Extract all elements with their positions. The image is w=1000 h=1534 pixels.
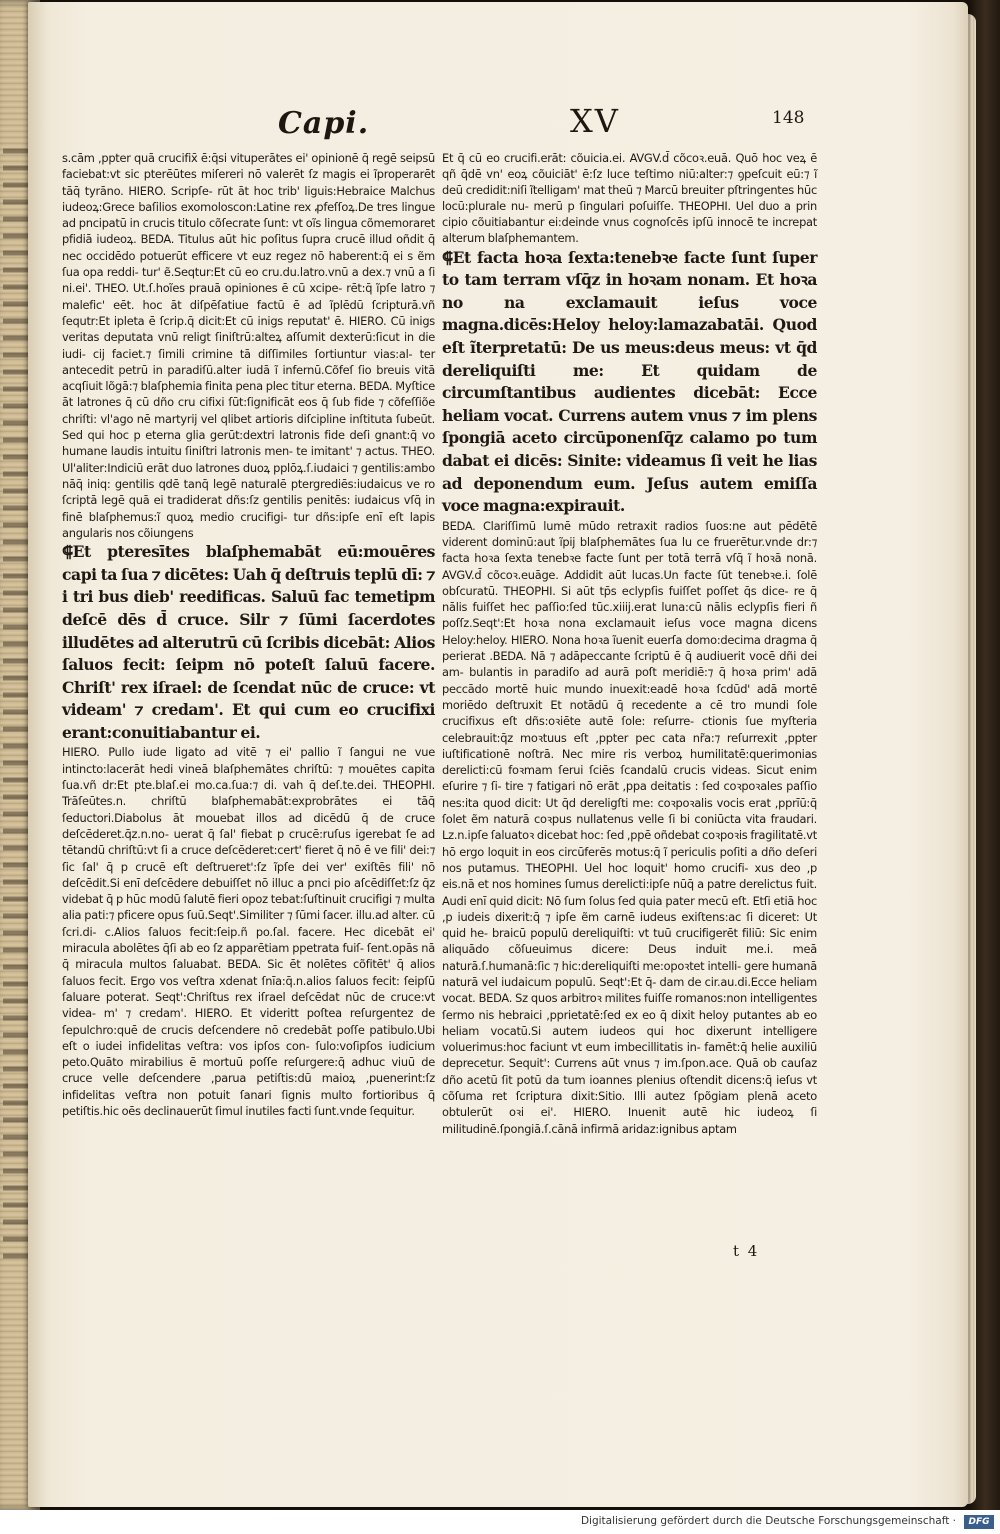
funding-credit: Digitalisierung gefördert durch die Deutsche Forschungsgemeinschaft ·: [580, 1515, 956, 1527]
text-column-left: [62, 150, 435, 1119]
commentary-paragraph: s.cām ,ppter quā crucifix̄ ē:q̄si vituperātes ei' opinionē q̄ regē seipsū faciebat:vt sic pterēūtes miſereri nō valerēt ſz magis ei ĩproperarēt tāq̄ tyrāno. HIERO. Scripſe- rūt āt hoc trib' liguis:Hebraice Malchus iudeoꝝ:Grece baſilios exomoloscon:Latine rex ꝓfeſſoꝝ.De tres lingue ad pncipatū in crucis titulo cõſecrate ſunt: vt oĩs lingua cõmemoraret pfidiā iudeoꝝ. BEDA. Titulus aūt hic poſitus ſupra crucē illud oñdit q̄ nec occidēdo potuerūt efficere vt euz regez nō haberent:q̄ ei s ẽm ſua opa reddi- tur' ẽ.Seqtur:Et cū eo cru.du.latro.vnū a dex.⁊ vnū a ſi ni.ei'. THEO. Ut.ſ.hoĩes prauā opiniones ē cū xcipe- rēt:q̄ ĩpſe latro ⁊ malefic' eēt. hoc āt diſpēſatiue factū ē ad ĩplēdū ſcripturā.vñ ſequtr:Et ipleta ē ſcrip.q̄ dicit:Et cū inigs reputat' ē. HIERO. Cū inigs veritas deputata vnū religt ſiniſtrū:alteꝝ aſſumit dexterū:ſicut in die iudi- cij faciet.⁊ ſimili crimine tā diſſimiles ſortiuntur vias:al- ter antecedit petrū in paradiſū.alter iudā ĩ infernū.Cõfeſ ſio breuis vitā acqſiuit lõgā:⁊ blaſphemia finita pena plec titur eterna. BEDA. Myſtice āt latrones q̄ cū dño cru cifixi ſūt:ſignificāt eos q̄ ſub fide ⁊ cõfeſſiõe chriſti: vl'ago nē martyrij vel qlibet artioris diſcipline inſtituta ſubeūt. Sed qui hoc p eterna glia gerūt:dextri latronis fide deſi gnant:q̄ vo humane laudis intuitu ſiniſtri latronis men- te imitant' ⁊ actus. THEO. Ul'aliter:Indiciū erāt duo latrones duoꝝ pplōꝝ.ſ.iudaici ⁊ gentilis:ambo nāq̄ iniq: gentilis qdē tanq̄ legē naturalē ptergrediēs:iudaicus ve ro ſcriptā legē quā ei tradiderat dñs:ſz gentilis penitēs: iudaicus vſq̄ in finē blaſphemus:ĩ quoꝝ medio crucifigi- tur dñs:ipſe enī eſt lapis angularis nos cõiungens: [62, 151, 435, 540]
signature-mark: t 4: [733, 1242, 760, 1260]
commentary-paragraph: BEDA. Clariſſimū lumē mūdo retraxit radios ſuos:ne aut pēdētē viderent dominū:aut ĩpij blaſphemātes ſua lu ce fruerētur.vnde dr:⁊ facta hoꝛa ſexta tenebꝛe facte ſunt per totā terrā vſq̄ ĩ hoꝛā nonā. AVGV.d̄ cõcoꝛ.euāge. Addidit aūt lucas.Un facte ſūt tenebꝛe.i. ſolē obſcuratū. THEOPHI. Si aūt tp̄s eclypſis fuiſſet poſſet q̄s dice- re q̄ nālis fuiſſet hec paſſio:ſed tūc.xiiij.erat luna:cū nālis eclypſis fieri ñ poſſz.Seqt':Et hoꝛa nona exclamauit ieſus voce magna dicens Heloy:heloy. HIERO. Nona hoꝛa ĩuenit euerſa domo:decima dragma q̄ perierat .BEDA. Nā ⁊ adāpeccante ſcriptū ē q̄ audiuerit vocē dñi dei am- bulantis in paradiſo ad aurā poſt meridiē:⁊ q̄ hoꝛa prim' adā peccādo mortē huic mundo inuexit:eadē hoꝛa ſcdūd' adā mortē moriēdo deſtruxit Et notādū q̄ recedente a cē tro mundi ſole crucifixus eſt dñs:oꝛiēte autē ſole: reſurre- ctionis ſue myſteria celebrauit:q̄z moꝛtuus eſt ,ppter pec cata nr̃a:⁊ reſurrexit ,ppter iuſtificationē noſtrā. Nec mire ris verboꝝ humilitatē:querimonias derelicti:cū foꝛmam ſerui ſciēs ſcandalū crucis videas. Sicut enim eſurire ⁊ ſi- tire ⁊ fatigari nō erāt ,ppa deitatis : ſed coꝛpoꝛales paſſio nes:ita quod dicit: Ut q̄d dereligſti me: coꝛpoꝛalis vocis erat ,pprīū:q̄ ſolet ẽm naturā coꝛpus nullatenus velle ſi bi coniūcta vita fraudari. Lz.n.ipſe ſaluatoꝛ dicebat hoc: ſed ,ppē oñdebat coꝛpoꝛis fragilitatē.vt hō ergo loquit in eos circūferēs motus:q̄ ĩ periculis poſiti a dño deſeri nos putamus. THEOPHI. Uel hoc loquit' homo crucifi- xus deo ,p eis.nā et nos homines ſumus derelicti:ipſe nūq̄ a patre derelictus fuit. Audi enī quid dicit: Nō ſum ſolus ſed quia pater mecū eſt. Etſi etiā hoc ,p iudeis dixerit:q̄ ⁊ ipſe ẽm carnē iudeus exiſtens:ac ſi diceret: Ut quid he- braicū populū dereliquiſti: vt tuū crucifigerēt filiū: Sic enim aliquādo cõſueuimus dicere: Deus induit me.i. meā naturā.ſ.humanā:ſic ⁊ hic:dereliquiſti me:opoꝛtet intelli- gere humanā naturā vel iudaicum populū. Seqt':Et q̄- dam de cir.au.di.Ecce heliam vocat. BEDA. Sz quos arbitroꝛ milites fuiſſe romanos:non intelligentes ſermo nis hebraici ,pprietatē:ſed ex eo q̄ dixit heloy putantes ab eo heliam vocatū.Si autem iudeos qui hoc dixerunt intelligere voluerimus:hoc faciunt vt eum imbecillitatis in- famēt:q̄ helie auxiliū deprecetur. Sequit': Currens aūt vnus ⁊ im.ſpon.ace. Quā ob cauſaz dño acetū ſit potū da tum ioannes plenius oſtendit dicens:q̄ ieſus vt cõſuma ret ſcriptura dixit:Sitio. Illi autez ſpõgiam plenā aceto obtulerūt oꝛi ei'. HIERO. Inuenit autē hic iudeoꝝ ſi militudinē.ſpongiā.ſ.cānā infirmā aridaz:ignibus aptam: [442, 518, 817, 1136]
folio-number: 148: [772, 108, 805, 128]
gospel-verse: ⸿Et pteresītes blaſphemabāt eū:mouēres capi ta ſua ⁊ dicētes: Uah q̄ deſtruis teplū dī: ⁊ i tri bus dieb' reedificas. Saluū fac temetipm deſcē dēs d̄ cruce. Silr ⁊ ſūmi ſacerdotes illudētes ad alterutrū cū ſcribis dicebāt: Alios ſaluos fecit: ſeipm nō poteſt ſaluū facere. Chriſt' rex iſrael: de ſcendat nūc de cruce: vt videam' ⁊ credam'. Et qui cum eo crucifixi erant:conuitiabantur ei.: [62, 542, 435, 742]
running-head-left: Capi.: [278, 106, 370, 141]
footer-bar: [0, 1510, 1000, 1534]
gospel-verse: ⸿Et facta hoꝛa ſexta:tenebꝛe facte ſunt ſuper to tam terram vſq̄z in hoꝛam nonam. Et hoꝛa no na exclamauit ieſus voce magna.dicēs:Heloy heloy:lamazabatāi. Quod eſt ĩterpretatū: De us meus:deus meus: vt q̄d dereliquiſti me: Et quidam de circumſtantibus audientes dicebāt: Ecce heliam vocat. Currens autem vnus ⁊ im plens ſpongiā aceto circūponenſq̄z calamo po tum dabat ei dicēs: Sinite: videamus ſi veit he lias ad deponendum eum. Jeſus autem emiſſa voce magna:expirauit.: [442, 247, 817, 516]
commentary-paragraph: HIERO. Pullo iude ligato ad vitē ⁊ ei' pallio ĩ ſangui ne vue intincto:lacerāt hedi vineā blaſphemātes chriſtū: ⁊ mouētes capita ſua.vñ dr:Et pte.blaſ.ei mo.ca.ſua:⁊ di. vah q̄ deſ.te.dei. THEOPHI. Trāſeūtes.n. chriſtū blaſphemabāt:exprobrātes ei tāq̄ ſeductori.Diabolus āt mouebat illos ad dicēdū q̄ de cruce deſcēderet.q̄z.n.no- uerat q̄ ſal' fiebat p crucē:ruſus igerebat ſe ad tētandū chriſtū:vt ſi a cruce deſcēderet:cert' fieret q̄ nō ē ve fili' dei:⁊ ſic ſal' q̄ p crucē eſt deſtrueret':ſz ĩpſe dei ver' exiſtēs fili' nō deſcēdit.Si enī deſcēdere debuiſſet nō illuc a pnci pio aſcēdiſſet:ſz q̄z videbat q̄ p hūc modū ſalutē fieri opoz tebat:ſuſtinuit crucifigi ⁊ multa alia pati:⁊ pficere opus ſuū.Seqt'.Similiter ⁊ ſūmi ſacer. illu.ad alter. cū ſcri.di- c.Alios ſaluos fecit:ſeip.ñ po.ſal. facere. Hec dicebāt ei' miracula abolētes q̄ſi ab eo ſz apparētiam ppetrata fuiſ- ſent.opās nā q̄ miracula multos ſaluabat. BEDA. Sic ēt nolētes cõfitēt' q̄ alios ſaluos fecit. Ergo vos veſtra xdenat ſnīa:q̄.n.alios ſaluos fecit: ſeipſū ſaluare poterat. Seqt':Chriſtus rex iſrael deſcēdat nūc de cruce:vt videa- m' ⁊ credam'. HIERO. Et videritt poſtea reſurgentez de ſepulchro:quē de crucis deſcendere nō credebāt poſſe patibulo.Ubi eſt o iudei infidelitas veſtra: vos ipſos con- ſulo:voſipſos iudicium peto.Quāto mirabilius ē mortuū poſſe reſurgere:q̄ adhuc viuū de cruce velle deſcendere ,parua petiſtis:dū maioꝝ ,puenerint:ſz infidelitas veſtra non potuit ſanari ſignis multo fortioribus q̄ petiſtis.hic oēs declinauerūt ſimul inutiles facti ſunt.vnde ſequitur.: [62, 745, 435, 1118]
running-head-chapter: XV: [570, 102, 620, 140]
dfg-logo: DFG: [964, 1515, 994, 1529]
text-column-right: [442, 150, 817, 1137]
commentary-paragraph: Et q̄ cū eo crucifi.erāt: cõuicia.ei. AVGV.d̄ cõcoꝛ.euā. Quō hoc veꝝ ē qñ q̄dē vn' eoꝝ cõuiciāt' ē:ſz luce teſtimo niū:alter:⁊ ꝯpeſcuit eū:⁊ ĩ deū credidit:niſi ĩtelligam' mat theū ⁊ Marcū breuiter pſtringentes hūc locū:plurale nu- merū p ſingulari poſuiſſe. THEOPHI. Uel duo a prin cipio cõuitiabantur ei:deinde vnus cognoſcēs ipſū innocē te increpat alterum blaſphemantem.: [442, 151, 817, 246]
